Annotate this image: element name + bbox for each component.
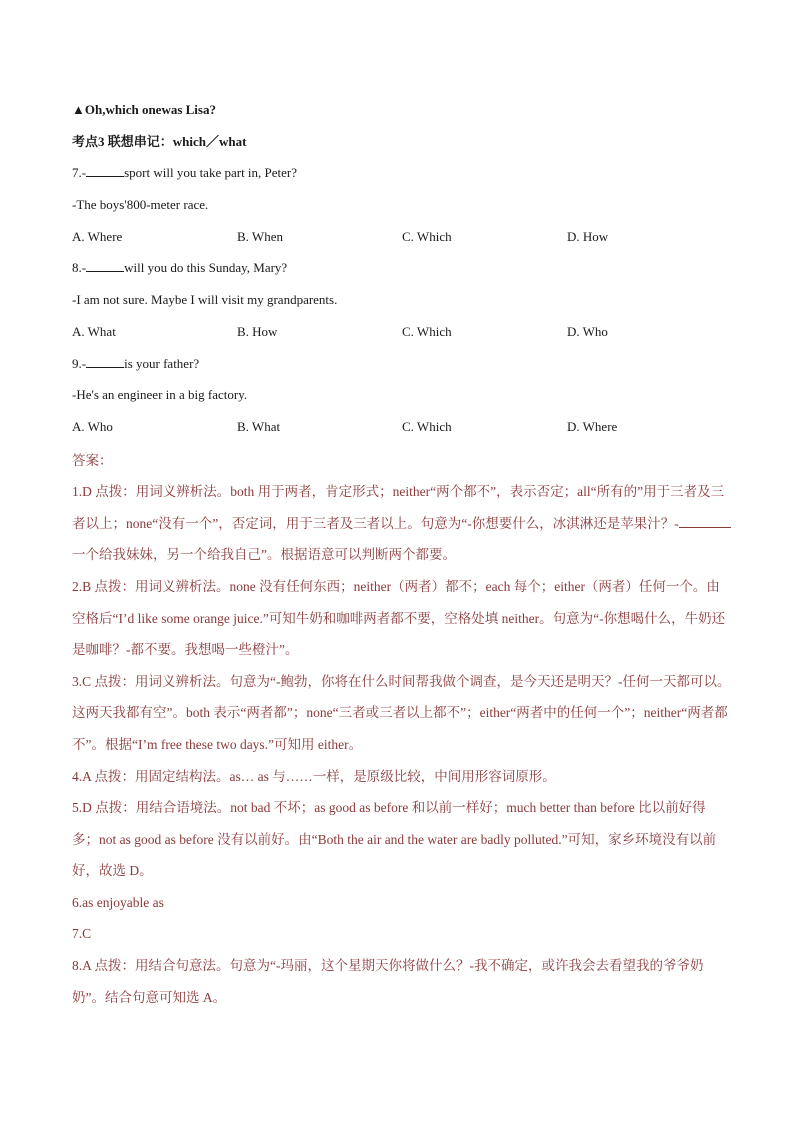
option-d: D. Who	[567, 323, 608, 339]
question-8-options	[72, 322, 732, 342]
question-number: 8.-	[72, 260, 87, 276]
question-8-reply: -I am not sure. Maybe I will visit my grandparents.	[72, 292, 338, 308]
document-page	[72, 100, 732, 1013]
question-9-options	[72, 417, 732, 437]
answer-blank	[679, 514, 731, 528]
answer-section	[72, 445, 732, 1014]
answer-7: 7.C	[72, 926, 92, 942]
option-b: B. How	[237, 323, 278, 339]
answer-2: 2.B 点拨：用词义辨析法。none 没有任何东西；neither（两者）都不；each 每个；either（两者）任何一个。由空格后“I’d like some orange juice.”可知牛奶和咖啡两者都不要，空格处填 neither。句意为“-你想喝什么，牛奶还是咖啡？-都不要。我想喝一些橙汁”。	[72, 578, 726, 658]
option-a: A. What	[72, 323, 116, 339]
answer-3: 3.C 点拨：用词义辨析法。句意为“-鲍勃，你将在什么时间帮我做个调查，是今天还是明天？-任何一天都可以。这两天我都有空”。both 表示“两者都”；none“三者或三者以上都不”；either“两者中的任何一个”；neither“两者都不”。根据“I’m free these two days.”可知用 either。	[72, 673, 731, 752]
answer-1-text: 1.D 点拨：用词义辨析法。both 用于两者，肯定形式；neither“两个都不”，表示否定；all“所有的”用于三者及三者以上；none“没有一个”，否定词，用于三者及三者以上。句意为“-你想要什么，冰淇淋还是苹果汁？-	[72, 484, 725, 531]
answer-4: 4.A 点拨：用固定结构法。as… as 与……一样，是原级比较，中间用形容词原形。	[72, 768, 556, 784]
option-a: A. Who	[72, 418, 113, 434]
option-c: C. Which	[402, 418, 452, 434]
answer-heading: 答案：	[72, 452, 113, 468]
answer-blank	[86, 354, 124, 368]
answer-1	[72, 476, 732, 571]
option-d: D. Where	[567, 418, 618, 434]
question-9-reply: -He's an engineer in a big factory.	[72, 387, 248, 403]
question-text: is your father?	[124, 355, 200, 371]
option-b: B. When	[237, 228, 283, 244]
option-b: B. What	[237, 418, 281, 434]
question-7	[72, 163, 732, 183]
option-d: D. How	[567, 228, 609, 244]
answer-blank	[86, 258, 124, 272]
answer-5: 5.D 点拨：用结合语境法。not bad 不坏；as good as before 和以前一样好；much better than before 比以前好得多；not as good as before 没有以前好。由“Both the air and the water are badly polluted.”可知，家乡环境没有以前好，故选 D。	[72, 800, 717, 879]
question-9	[72, 354, 732, 374]
option-a: A. Where	[72, 228, 123, 244]
question-8	[72, 258, 732, 278]
answer-6: 6.as enjoyable as	[72, 894, 164, 910]
question-text: will you do this Sunday, Mary?	[124, 260, 288, 276]
option-c: C. Which	[402, 228, 452, 244]
question-7-options	[72, 227, 732, 247]
question-7-reply: -The boys'800-meter race.	[72, 197, 209, 213]
section-title: 考点3 联想串记：which／what	[72, 133, 247, 149]
answer-blank	[86, 163, 124, 177]
answer-1-text-cont: 一个给我妹妹，另一个给我自己”。根据语意可以判断两个都要。	[72, 547, 456, 563]
example-question: ▲Oh,which onewas Lisa?	[72, 102, 216, 117]
option-c: C. Which	[402, 323, 452, 339]
question-number: 9.-	[72, 355, 87, 371]
question-text: sport will you take part in, Peter?	[124, 165, 298, 181]
question-number: 7.-	[72, 165, 87, 181]
answer-8: 8.A 点拨：用结合句意法。句意为“-玛丽，这个星期天你将做什么？-我不确定，或许我会去看望我的爷爷奶奶”。结合句意可知选 A。	[72, 958, 704, 1005]
